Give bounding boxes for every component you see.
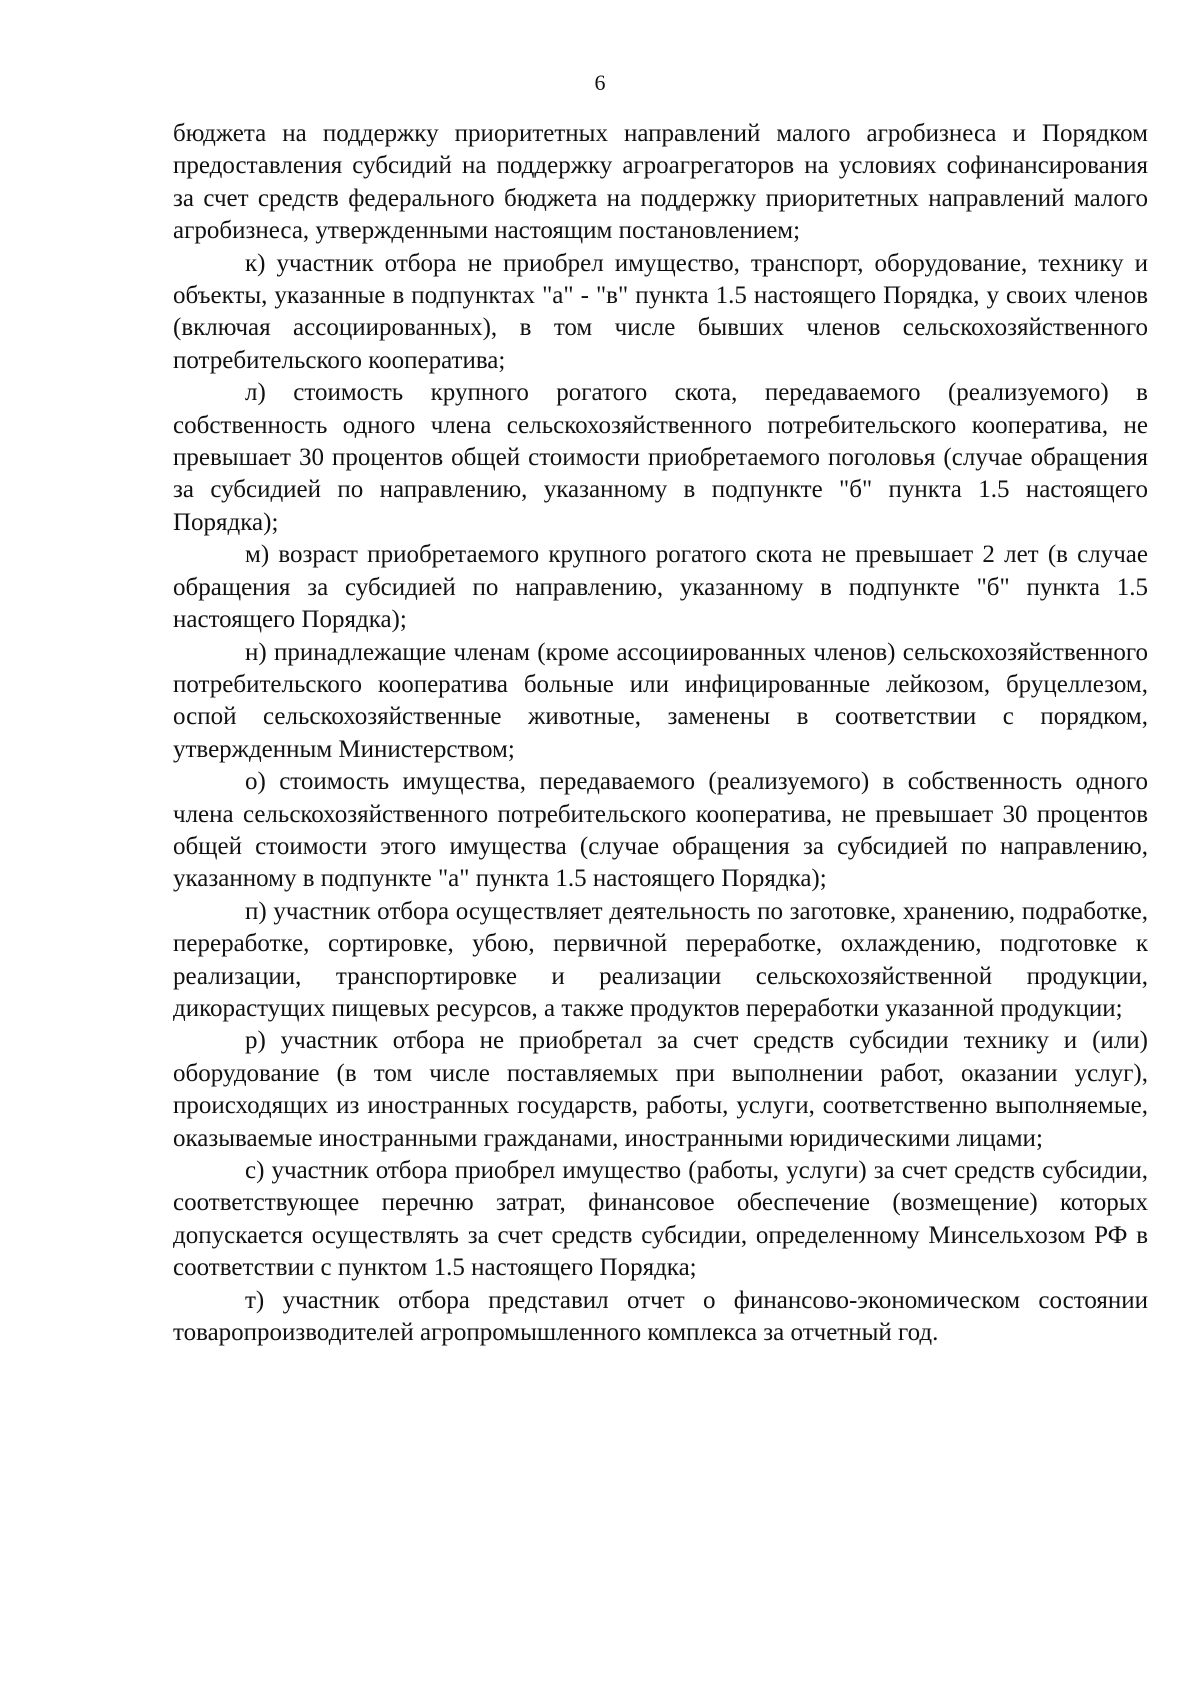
paragraph-item-p: п) участник отбора осуществляет деятельность по заготовке, хранению, подработке, переработке, сортировке, убою, первичной переработке, охлаждению, подготовке к реализации, транспортировке и реализации сельскохозяйственной продукции, дикорастущих пищевых ресурсов, а также продуктов переработки указанной продукции;	[173, 897, 1148, 1022]
paragraph-item-k: к) участник отбора не приобрел имущество, транспорт, оборудование, технику и объекты, указанные в подпунктах "а" - "в" пункта 1.5 настоящего Порядка, у своих членов (включая ассоциированных), в том числе бывших членов сельскохозяйственного потребительского кооператива;	[173, 249, 1148, 374]
paragraph-item-n: н) принадлежащие членам (кроме ассоциированных членов) сельскохозяйственного потребительского кооператива больные или инфицированные лейкозом, бруцеллезом, оспой сельскохозяйственные животные, заменены в соответствии с порядком, утвержденным Министерством;	[173, 638, 1148, 763]
paragraph-item-t: т) участник отбора представил отчет о финансово-экономическом состоянии товаропроизводителей агропромышленного комплекса за отчетный год.	[173, 1286, 1148, 1347]
paragraph-item-m: м) возраст приобретаемого крупного рогатого скота не превышает 2 лет (в случае обращения за субсидией по направлению, указанному в подпункте "б" пункта 1.5 настоящего Порядка);	[173, 541, 1148, 634]
document-body	[173, 118, 1148, 1349]
paragraph-continuation: бюджета на поддержку приоритетных направлений малого агробизнеса и Порядком предоставления субсидий на поддержку агроагрегаторов на условиях софинансирования за счет средств федерального бюджета на поддержку приоритетных направлений малого агробизнеса, утвержденными настоящим постановлением;	[173, 120, 1148, 245]
paragraph-item-o: о) стоимость имущества, передаваемого (реализуемого) в собственность одного члена сельскохозяйственного потребительского кооператива, не превышает 30 процентов общей стоимости этого имущества (случае обращения за субсидией по направлению, указанному в подпункте "а" пункта 1.5 настоящего Порядка);	[173, 768, 1148, 893]
paragraph-item-l: л) стоимость крупного рогатого скота, передаваемого (реализуемого) в собственность одного члена сельскохозяйственного потребительского кооператива, не превышает 30 процентов общей стоимости приобретаемого поголовья (случае обращения за субсидией по направлению, указанному в подпункте "б" пункта 1.5 настоящего Порядка);	[173, 379, 1148, 536]
paragraph-item-s: с) участник отбора приобрел имущество (работы, услуги) за счет средств субсидии, соответствующее перечню затрат, финансовое обеспечение (возмещение) которых допускается осуществлять за счет средств субсидии, определенному Минсельхозом РФ в соответствии с пунктом 1.5 настоящего Порядка;	[173, 1157, 1148, 1282]
page-number: 6	[594, 70, 606, 95]
paragraph-item-r: р) участник отбора не приобретал за счет средств субсидии технику и (или) оборудование (в том числе поставляемых при выполнении работ, оказании услуг), происходящих из иностранных государств, работы, услуги, соответственно выполняемые, оказываемые иностранными гражданами, иностранными юридическими лицами;	[173, 1027, 1148, 1152]
